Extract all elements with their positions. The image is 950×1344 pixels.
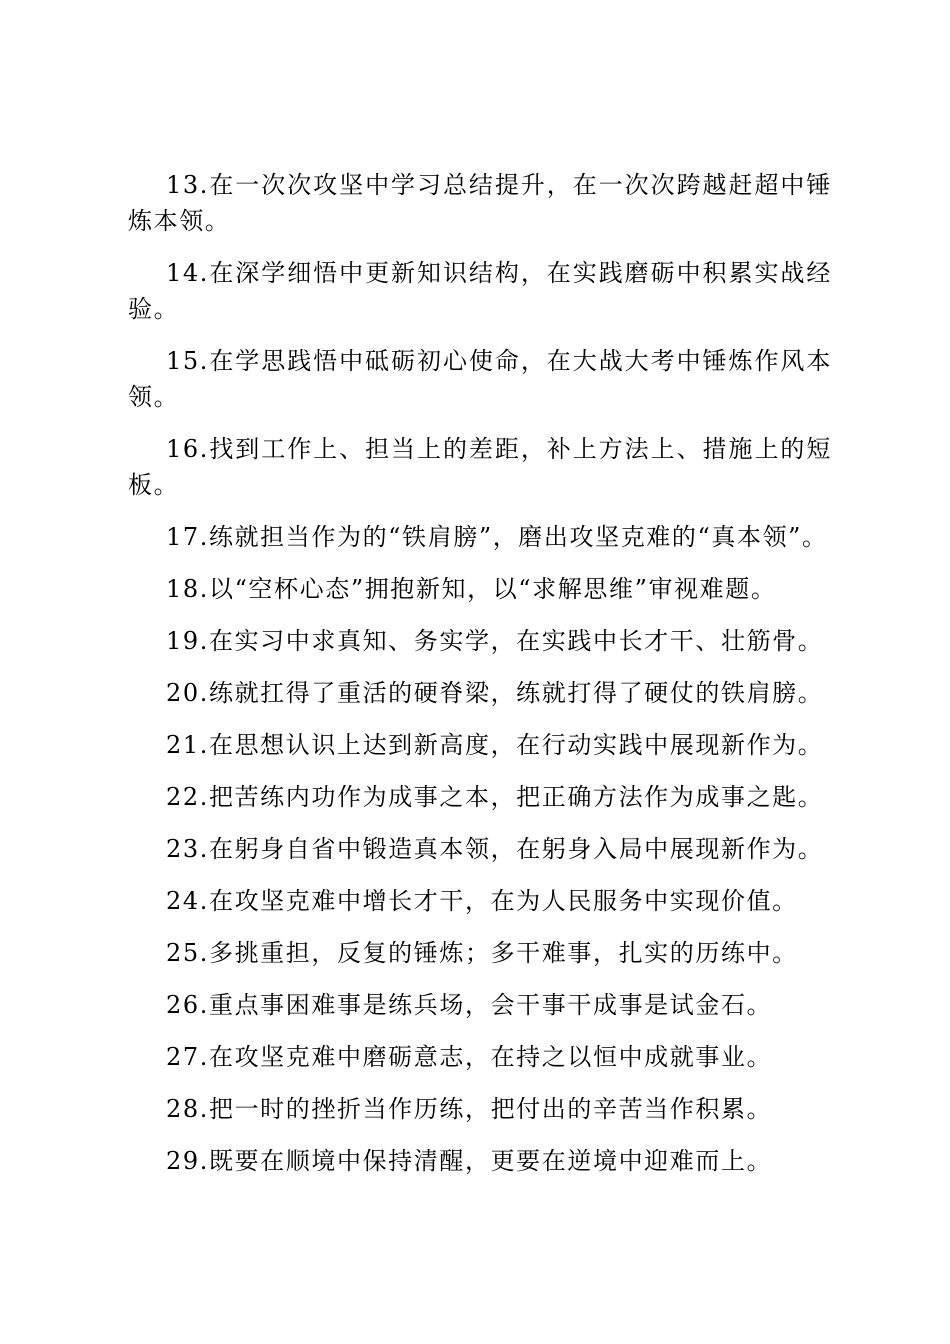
paragraph-13: 13.在一次次攻坚中学习总结提升，在一次次跨越赶超中锤炼本领。 [128,171,832,235]
paragraph-22: 22.把苦练内功作为成事之本，把正确方法作为成事之匙。 [166,783,824,811]
paragraph-25: 25.多挑重担，反复的锤炼；多干难事，扎实的历练中。 [166,939,798,967]
paragraph-27: 27.在攻坚克难中磨砺意志，在持之以恒中成就事业。 [166,1043,773,1071]
paragraph-17: 17.练就担当作为的“铁肩膀”，磨出攻坚克难的“真本领”。 [166,523,828,551]
document-body [128,167,832,1195]
paragraph-21: 21.在思想认识上达到新高度，在行动实践中展现新作为。 [166,731,824,759]
paragraph-18: 18.以“空杯心态”拥抱新知，以“求解思维”审视难题。 [166,575,777,603]
paragraph-16: 16.找到工作上、担当上的差距，补上方法上、措施上的短板。 [128,435,832,499]
paragraph-19: 19.在实习中求真知、务实学，在实践中长才干、壮筋骨。 [166,627,824,655]
paragraph-20: 20.练就扛得了重活的硬脊梁，练就打得了硬仗的铁肩膀。 [166,679,824,707]
paragraph-29: 29.既要在顺境中保持清醒，更要在逆境中迎难而上。 [166,1147,773,1175]
paragraph-26: 26.重点事困难事是练兵场，会干事干成事是试金石。 [166,991,773,1019]
paragraph-23: 23.在躬身自省中锻造真本领，在躬身入局中展现新作为。 [166,835,824,863]
paragraph-15: 15.在学思践悟中砥砺初心使命，在大战大考中锤炼作风本领。 [128,347,832,411]
paragraph-24: 24.在攻坚克难中增长才干，在为人民服务中实现价值。 [166,887,798,915]
paragraph-28: 28.把一时的挫折当作历练，把付出的辛苦当作积累。 [166,1095,773,1123]
paragraph-14: 14.在深学细悟中更新知识结构，在实践磨砺中积累实战经验。 [128,259,832,323]
